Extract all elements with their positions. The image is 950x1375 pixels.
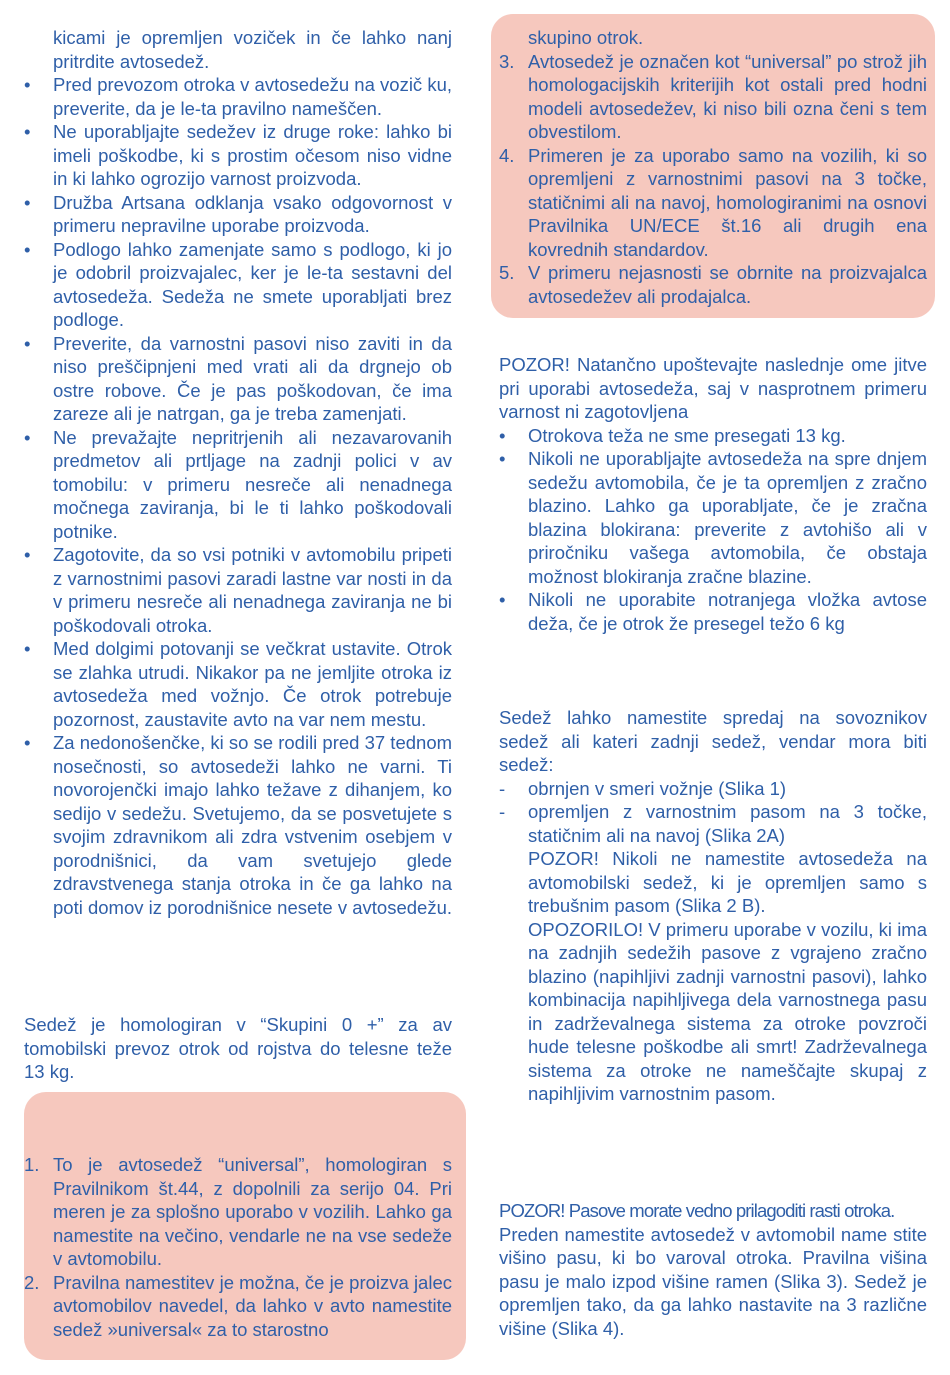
dash-marker: - (499, 801, 506, 822)
list-item: • Preverite, da varnostni pasovi niso zaviti in da niso preščipnjeni med vrati ali da drgnejo ob ostre robove. Če je pas poškodovan, če ima zareze ali je natrgan, ga je treba zamenjati. (24, 332, 452, 424)
pozor-never-paragraph: POZOR! Nikoli ne namestite avtosedeža na avtomobilski sedež, ki je opremljen samo s trebušnim pasom (Slika 2 B). (528, 848, 927, 916)
bullet-marker: • (499, 589, 506, 610)
installation-dash-list (499, 777, 927, 848)
homologation-paragraph: Sedež je homologiran v “Skupini 0 +” za av tomobilski prevoz otrok od rojstva do telesne teže 13 kg. (24, 1014, 452, 1082)
bullet-marker: • (499, 424, 506, 446)
bullet-marker: • (24, 121, 31, 142)
list-item: • Pred prevozom otroka v avtosedežu na vozič ku, preverite, da je le-ta pravilno nameščen. (24, 74, 452, 119)
list-item: - obrnjen v smeri vožnje (Slika 1) (499, 777, 787, 799)
opozorilo-paragraph: OPOZORILO! V primeru uporabe v vozilu, ki ima na zadnjih sedežih pasove z vgrajeno zračno blazino (napihljivi zadnji varnostni pasovi), lahko kombinacija napihljivega dela varnostnega pasu in zadrževalnega sistema za otroke povzroči hude telesne poškodbe ali smrt! Zadrževalnega sistema za otroke ne nameščajte skupaj z napihljivim varnostnim pasom. (528, 918, 927, 1104)
bullet-marker: • (24, 638, 31, 659)
belt-pozor-line: POZOR! Pasove morate vedno prilagoditi rasti otroka. (499, 1200, 895, 1221)
installation-intro: Sedež lahko namestite spredaj na sovoznikov sedež ali kateri zadnji sedež, vendar mora biti sedež: (499, 707, 927, 775)
bullet-marker: • (24, 332, 31, 354)
box-continuation: skupino otrok. (528, 27, 644, 48)
bullet-marker: • (499, 448, 506, 469)
left-bullet-list (24, 73, 452, 919)
bullet-marker: • (24, 238, 31, 260)
bullet-marker: • (24, 544, 31, 565)
pozor-intro: POZOR! Natančno upoštevajte naslednje ome jitve pri uporabi avtosedeža, saj v nasprotnem primeru varnost ni zagotovljena (499, 354, 927, 422)
list-item: • Ne uporabljajte sedežev iz druge roke: lahko bi imeli poškodbe, ki s prostim očesom niso vidne in ki lahko ogrozijo varnost proizvoda. (24, 121, 452, 189)
left-column (24, 26, 452, 919)
list-item: - opremljen z varnostnim pasom na 3 točke, statičnim ali na navoj (Slika 2A) (499, 801, 927, 846)
list-item: 5. V primeru nejasnosti se obrnite na proizvajalca avtosedežev ali prodajalca. (499, 262, 927, 307)
pozor-section (499, 353, 927, 635)
list-item: • Nikoli ne uporabljajte avtosedeža na spre dnjem sedežu avtomobila, če je ta opremljen z zračno blazino. Lahko ga uporabljate, če je zračna blazina blokirana: preverite z avtohišo ali v priročniku vašega avtomobila, če obstaja možnost blokiranja zračne blazine. (499, 448, 927, 587)
list-item: • Zagotovite, da so vsi potniki v avtomobilu pripeti z varnostnimi pasovi zaradi lastne var nosti in da v primeru nesreče ali nenadnega zaviranja ne bi poškodovali otroka. (24, 544, 452, 636)
dash-marker: - (499, 777, 506, 799)
list-item: • Podlogo lahko zamenjate samo s podlogo, ki jo je odobril proizvajalec, ker je le-ta sestavni del avtosedeža. Sedeža ne smete uporabljati brez podloge. (24, 238, 452, 330)
bullet-marker: • (24, 74, 31, 95)
belt-adjust-section (499, 1199, 927, 1340)
list-item: • Družba Artsana odklanja vsako odgovornost v primeru nepravilne uporabe proizvoda. (24, 191, 452, 236)
list-item: 1. To je avtosedež “universal”, homologiran s Pravilnikom št.44, z dopolnili za serijo 04. Pri meren je za splošno uporabo v vozilih. Lahko ga namestite na večino, vendarle ne na vse sedeže v avtomobilu. (24, 1154, 452, 1269)
list-item: • Med dolgimi potovanji se večkrat ustavite. Otrok se zlahka utrudi. Nikakor pa ne jemljite otroka iz avtosedeža med vožnjo. Če otrok potrebuje pozornost, zaustavite avto na var nem mestu. (24, 638, 452, 730)
bullet-marker: • (24, 426, 31, 448)
intro-continuation: kicami je opremljen voziček in če lahko nanj pritrdite avtosedež. (53, 27, 452, 72)
bullet-marker: • (24, 191, 31, 213)
list-item: • Ne prevažajte nepritrjenih ali nezavarovanih predmetov ali prtljage na zadnji polici v av tomobilu: v primeru nesreče ali nenadnega močnega zaviranja, bi le ti lahko poškodovali potnike. (24, 426, 452, 542)
list-item: • Nikoli ne uporabite notranjega vložka avtose deža, če je otrok že presegel težo 6 kg (499, 589, 927, 634)
universal-list-right (499, 26, 927, 308)
list-item: 2. Pravilna namestitev je možna, če je proizva jalec avtomobilov navedel, da lahko v avto namestite sedež »universal« za to starostno (24, 1271, 452, 1340)
bullet-marker: • (24, 732, 31, 753)
list-item: • Otrokova teža ne sme presegati 13 kg. (499, 424, 846, 446)
list-item: • Za nedonošenčke, ki so se rodili pred 37 tednom nosečnosti, so avtosedeži lahko ne varni. Ti novorojenčki imajo lahko težave z dihanjem, ko sedijo v sedežu. Svetujemo, da se posvetujete s svojim zdravnikom ali zdra vstvenim osebjem v porodnišnici, da vam svetujejo glede zdravstvenega stanja otroka in če ga lahko na poti domov iz porodnišnice nesete v avtosedežu. (24, 732, 453, 918)
list-item: 3. Avtosedež je označen kot “universal” po strož jih homologacijskih kriterijih kot ostali pred hodni modeli avtosedežev, ki niso bili ozna čeni s tem obvestilom. (499, 50, 927, 142)
pozor-bullet-list (499, 424, 927, 636)
installation-section (499, 706, 927, 1106)
list-item: 4. Primeren je za uporabo samo na vozilih, ki so opremljeni z varnostnimi pasovi na 3 točke, statičnimi ali na navoj, homologiranimi na osnovi Pravilnika UN/ECE št.16 ali drugih ena kovrednih standardov. (499, 144, 927, 260)
belt-adjust-paragraph: Preden namestite avtosedež v avtomobil name stite višino pasu, ki bo varoval otroka. Pravilna višina pasu je malo izpod višine ramen (Slika 3). Sedež je opremljen tako, da ga lahko nastavite na 3 različne višine (Slika 4). (499, 1223, 927, 1339)
universal-list-left (24, 1153, 452, 1341)
